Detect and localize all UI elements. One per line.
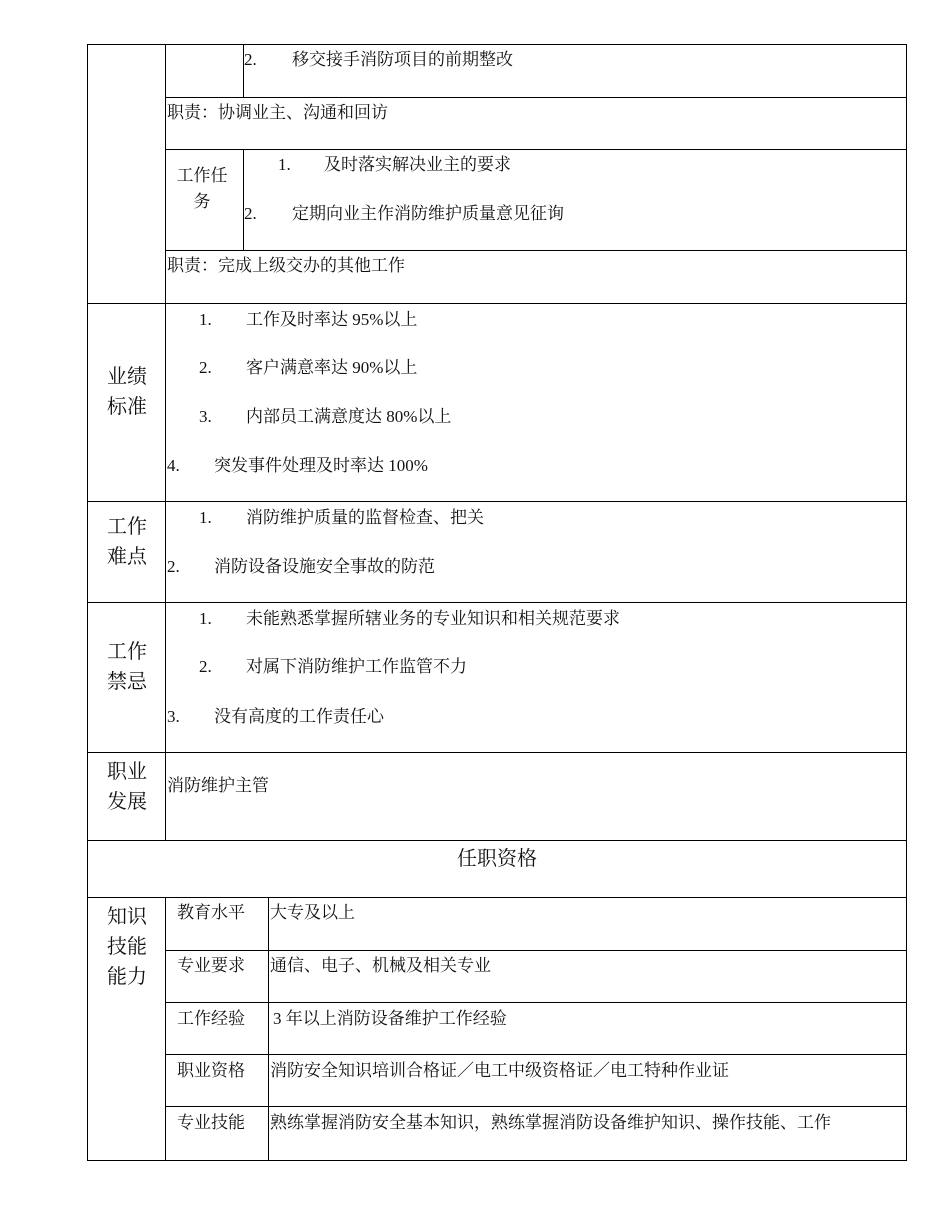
list-item: 内部员工满意度达 80%以上 [246,407,452,426]
table-line [165,950,907,951]
list-item: 工作及时率达 95%以上 [246,310,418,329]
list-number: 3. [167,707,180,726]
list-number: 2. [199,358,212,377]
list-number: 1. [278,155,291,174]
list-number: 2. [244,50,257,69]
qualification-key: 教育水平 [177,903,245,922]
duty-text: 职责：协调业主、沟通和回访 [167,103,388,122]
table-line [87,501,907,502]
table-line [165,898,166,1160]
duty-text: 职责：完成上级交办的其他工作 [167,256,405,275]
list-number: 4. [167,456,180,475]
list-number: 2. [167,557,180,576]
list-item: 对属下消防维护工作监管不力 [246,657,467,676]
task-label: 工作任务 [176,166,228,211]
qualification-value: 大专及以上 [270,903,355,922]
qualification-key: 职业资格 [177,1061,245,1080]
table-line [87,602,907,603]
qualification-key: 工作经验 [177,1009,245,1028]
list-item: 未能熟悉掌握所辖业务的专业知识和相关规范要求 [246,609,620,628]
table-line [165,1054,907,1055]
table-line [165,97,907,98]
list-item: 移交接手消防项目的前期整改 [292,50,513,69]
section-label-difficulty: 工作难点 [107,516,147,568]
table-line [243,149,244,251]
section-label-taboo: 工作禁忌 [107,641,147,693]
table-line [87,752,907,753]
list-number: 2. [244,204,257,223]
list-item: 客户满意率达 90%以上 [246,358,418,377]
section-label-performance: 业绩标准 [107,366,147,418]
qualification-value: 3 年以上消防设备维护工作经验 [273,1009,507,1028]
table-line [87,840,907,841]
career-text: 消防维护主管 [167,776,269,795]
list-number: 3. [199,407,212,426]
list-item: 没有高度的工作责任心 [214,707,384,726]
list-item: 消防维护质量的监督检查、把关 [246,508,484,527]
qualification-key: 专业要求 [177,956,245,975]
list-item: 及时落实解决业主的要求 [324,155,511,174]
table-line [87,303,907,304]
list-item: 定期向业主作消防维护质量意见征询 [292,204,564,223]
qualification-key: 专业技能 [177,1113,245,1132]
table-line [165,149,907,150]
qualification-title: 任职资格 [457,848,537,870]
list-number: 1. [199,609,212,628]
table-line [165,1106,907,1107]
table-line [87,1160,907,1161]
list-item: 消防设备设施安全事故的防范 [214,557,435,576]
list-item: 突发事件处理及时率达 100% [214,456,428,475]
section-label-career: 职业发展 [107,761,147,813]
table-line [165,250,907,251]
qualification-value: 通信、电子、机械及相关专业 [270,956,491,975]
table-line [87,44,907,45]
table-line [165,1002,907,1003]
section-label-knowledge: 知识技能能力 [107,906,147,988]
table-line [87,897,907,898]
qualification-value: 熟练掌握消防安全基本知识，熟练掌握消防设备维护知识、操作技能、工作 [270,1113,831,1132]
list-number: 1. [199,310,212,329]
list-number: 1. [199,508,212,527]
list-number: 2. [199,657,212,676]
qualification-value: 消防安全知识培训合格证／电工中级资格证／电工特种作业证 [270,1061,729,1080]
